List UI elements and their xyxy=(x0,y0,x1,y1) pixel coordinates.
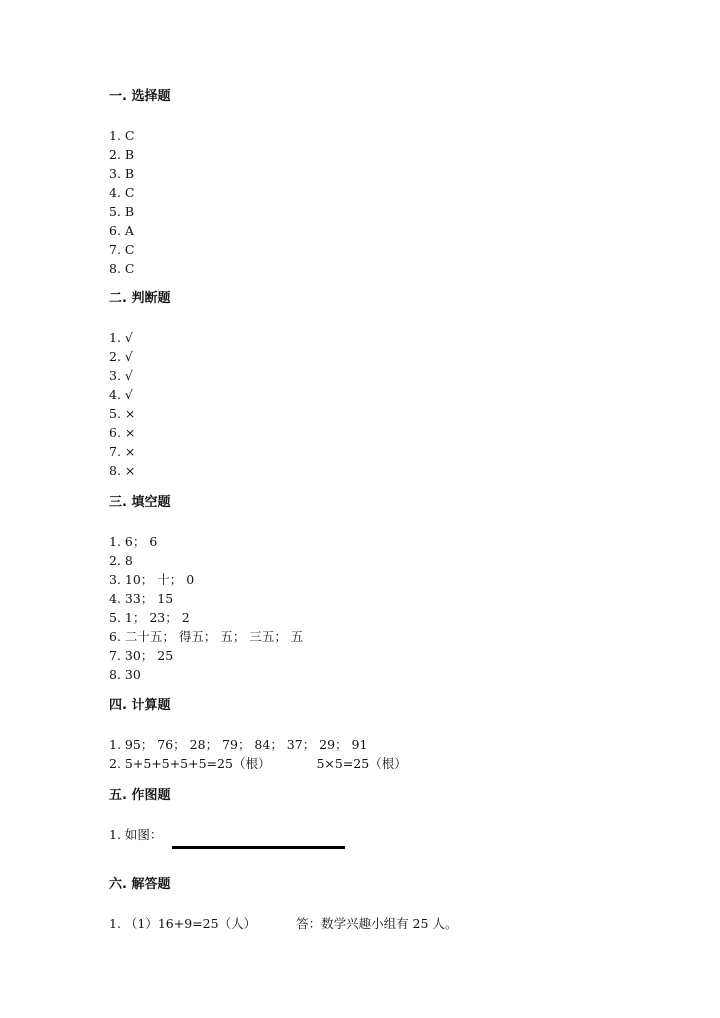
list-item: 4. 33； 15 xyxy=(109,591,174,606)
section-calculation xyxy=(109,698,407,773)
list-item: 1. 6； 6 xyxy=(109,534,158,549)
list-item: 4. C xyxy=(109,185,135,200)
list-item: 2. B xyxy=(109,147,135,162)
calc-expression-a: 2. 5+5+5+5+5=25（根） xyxy=(109,756,271,771)
list-item: 1. 95； 76； 28； 79； 84； 37； 29； 91 xyxy=(109,737,368,752)
solution-answer: 答：数学兴趣小组有 25 人。 xyxy=(296,916,458,931)
list-item: 7. 30； 25 xyxy=(109,648,174,663)
list-item: 6. × xyxy=(109,425,136,440)
solution-expression: 1. （1）16+9=25（人） xyxy=(109,916,257,931)
section-word-problems xyxy=(109,877,457,933)
list-item xyxy=(109,914,457,933)
section-heading: 三. 填空题 xyxy=(109,495,171,510)
section-true-false xyxy=(109,291,170,480)
calc-expression-b: 5×5=25（根） xyxy=(316,756,407,771)
list-item: 2. √ xyxy=(109,349,133,364)
section-heading: 五. 作图题 xyxy=(109,788,171,803)
section-heading: 二. 判断题 xyxy=(109,291,171,306)
section-fill-in xyxy=(109,495,303,684)
list-item: 6. 二十五； 得五； 五； 三五； 五 xyxy=(109,629,304,644)
list-item: 6. A xyxy=(109,223,134,238)
list-item: 1. 如图： xyxy=(109,827,163,842)
section-heading: 四. 计算题 xyxy=(109,698,171,713)
list-item: 4. √ xyxy=(109,387,133,402)
list-item: 1. √ xyxy=(109,330,133,345)
list-item: 3. 10； 十； 0 xyxy=(109,572,195,587)
section-heading: 一. 选择题 xyxy=(109,89,171,104)
section-heading: 六. 解答题 xyxy=(109,877,171,892)
list-item: 3. √ xyxy=(109,368,133,383)
section-drawing xyxy=(109,788,170,844)
list-item: 5. 1； 23； 2 xyxy=(109,610,190,625)
list-item: 8. × xyxy=(109,463,136,478)
list-item: 2. 8 xyxy=(109,553,133,568)
list-item: 3. B xyxy=(109,166,135,181)
list-item: 8. C xyxy=(109,261,135,276)
section-multiple-choice xyxy=(109,89,170,278)
list-item: 5. B xyxy=(109,204,135,219)
list-item: 5. × xyxy=(109,406,136,421)
list-item: 7. × xyxy=(109,444,136,459)
list-item: 1. C xyxy=(109,128,135,143)
list-item: 8. 30 xyxy=(109,667,141,682)
list-item: 7. C xyxy=(109,242,135,257)
list-item xyxy=(109,754,407,773)
drawn-line-figure xyxy=(172,846,345,849)
